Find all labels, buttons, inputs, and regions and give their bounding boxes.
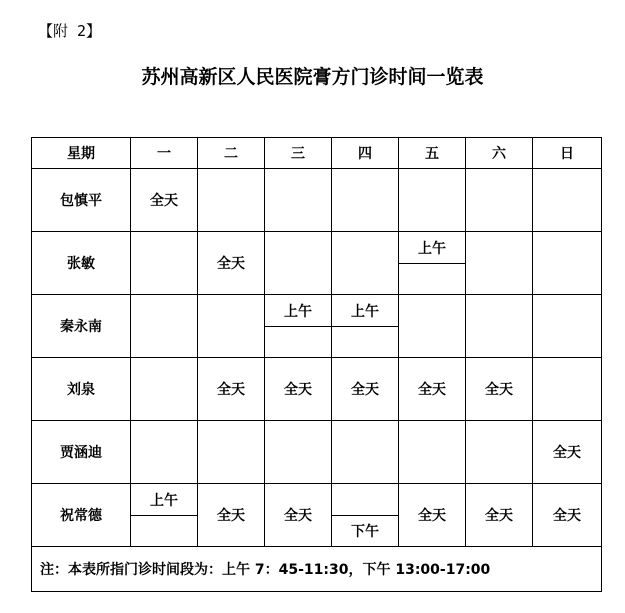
- morning-slot: 上午: [399, 232, 465, 264]
- doctor-name: 祝常德: [32, 484, 131, 547]
- doctor-name: 包慎平: [32, 169, 131, 232]
- morning-slot: 上午: [265, 295, 331, 327]
- schedule-cell: [332, 421, 399, 484]
- header-sat: 六: [466, 138, 533, 169]
- schedule-cell: [265, 421, 332, 484]
- schedule-cell: 全天: [533, 484, 602, 547]
- schedule-cell: [131, 358, 198, 421]
- schedule-cell: [466, 232, 533, 295]
- doctor-row: [32, 421, 602, 484]
- schedule-cell: 全天: [265, 484, 332, 547]
- schedule-cell: [399, 421, 466, 484]
- schedule-cell: [332, 169, 399, 232]
- afternoon-slot: [265, 326, 331, 357]
- doctor-row: [32, 169, 602, 232]
- schedule-cell-split: [332, 484, 399, 547]
- header-thu: 四: [332, 138, 399, 169]
- doctor-row: [32, 484, 602, 547]
- schedule-cell: [265, 169, 332, 232]
- doctor-row: [32, 358, 602, 421]
- header-mon: 一: [131, 138, 198, 169]
- morning-slot: 上午: [332, 295, 398, 327]
- schedule-cell: 全天: [131, 169, 198, 232]
- schedule-cell: 全天: [198, 358, 265, 421]
- note-row: [32, 547, 602, 592]
- schedule-cell: [533, 358, 602, 421]
- schedule-cell: [533, 169, 602, 232]
- schedule-cell: 全天: [198, 232, 265, 295]
- doctor-row: [32, 295, 602, 358]
- attachment-label: 【附 2】: [38, 22, 102, 40]
- doctor-name: 张敏: [32, 232, 131, 295]
- doctor-row: [32, 232, 602, 295]
- afternoon-slot: [131, 515, 197, 546]
- schedule-cell: 全天: [265, 358, 332, 421]
- schedule-cell: [466, 295, 533, 358]
- schedule-cell-split: [265, 295, 332, 358]
- schedule-cell: 全天: [198, 484, 265, 547]
- header-fri: 五: [399, 138, 466, 169]
- header-tue: 二: [198, 138, 265, 169]
- schedule-cell: [198, 421, 265, 484]
- doctor-name: 秦永南: [32, 295, 131, 358]
- morning-slot: [332, 484, 398, 516]
- schedule-cell: [332, 232, 399, 295]
- schedule-cell: [399, 295, 466, 358]
- schedule-cell: [198, 295, 265, 358]
- schedule-cell: [466, 421, 533, 484]
- schedule-cell: [533, 232, 602, 295]
- schedule-cell: [466, 169, 533, 232]
- schedule-cell-split: [131, 484, 198, 547]
- schedule-cell: 全天: [466, 484, 533, 547]
- afternoon-slot: 下午: [351, 523, 379, 540]
- schedule-cell-split: [399, 232, 466, 295]
- schedule-cell: [131, 421, 198, 484]
- header-row: [32, 138, 602, 169]
- schedule-cell: [131, 295, 198, 358]
- schedule-cell: 全天: [466, 358, 533, 421]
- header-weekday-label: 星期: [32, 138, 131, 169]
- schedule-cell: [265, 232, 332, 295]
- afternoon-slot: [399, 263, 465, 294]
- schedule-cell: 全天: [399, 484, 466, 547]
- afternoon-slot: [332, 326, 398, 357]
- schedule-cell: 全天: [533, 421, 602, 484]
- schedule-cell: [533, 295, 602, 358]
- footnote: 注：本表所指门诊时间段为：上午 7：45-11:30，下午 13:00-17:00: [32, 547, 602, 592]
- schedule-cell: 全天: [332, 358, 399, 421]
- doctor-name: 贾涵迪: [32, 421, 131, 484]
- schedule-cell: 全天: [399, 358, 466, 421]
- page-title: 苏州高新区人民医院膏方门诊时间一览表: [141, 66, 484, 88]
- schedule-cell: [131, 232, 198, 295]
- schedule-cell-split: [332, 295, 399, 358]
- schedule-cell: [399, 169, 466, 232]
- clinic-schedule-table: [31, 137, 602, 592]
- header-sun: 日: [533, 138, 602, 169]
- schedule-cell: [198, 169, 265, 232]
- morning-slot: 上午: [131, 484, 197, 516]
- doctor-name: 刘泉: [32, 358, 131, 421]
- header-wed: 三: [265, 138, 332, 169]
